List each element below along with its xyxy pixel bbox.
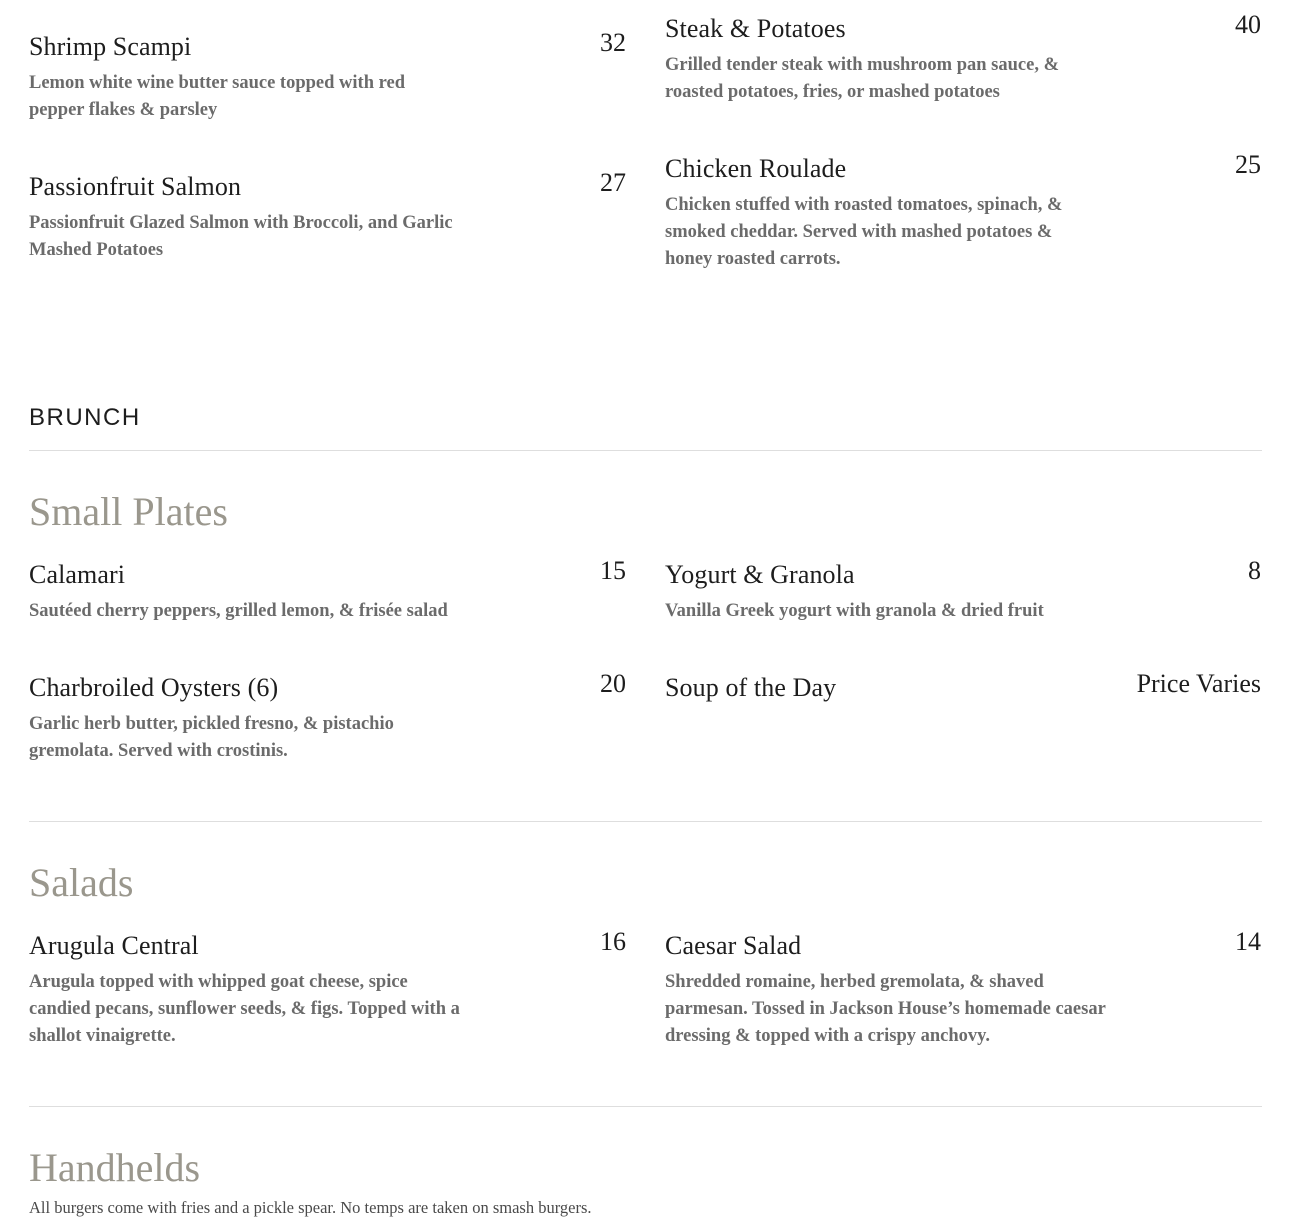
menu-item-description: Garlic herb butter, pickled fresno, & pistachio gremolata. Served with crostinis. (29, 714, 394, 761)
menu-item-price: 14 (1235, 927, 1261, 956)
menu-item-price: 32 (600, 28, 626, 57)
menu-item-name: Yogurt & Granola (665, 560, 855, 589)
menu-item-name: Chicken Roulade (665, 154, 847, 183)
section-note-handhelds: All burgers come with fries and a pickle spear. No temps are taken on smash burgers. (29, 1198, 592, 1217)
menu-item-price: Price Varies (1136, 669, 1261, 698)
menu-item-price: 40 (1235, 10, 1261, 39)
menu-item-description: Arugula topped with whipped goat cheese, spice candied pecans, sunflower seeds, & figs. Topped with a shallot vinaigrette. (29, 972, 460, 1046)
menu-item-name: Shrimp Scampi (29, 32, 192, 61)
section-divider (29, 450, 1262, 451)
section-title-small-plates: Small Plates (29, 489, 228, 534)
menu-heading-brunch: BRUNCH (29, 404, 141, 431)
menu-item-price: 27 (600, 168, 626, 197)
menu-item-description: Vanilla Greek yogurt with granola & dried fruit (665, 601, 1044, 621)
menu-item-description: Shredded romaine, herbed gremolata, & shaved parmesan. Tossed in Jackson House’s homemade caesar dressing & topped with a crispy anchovy. (665, 972, 1106, 1046)
menu-item-price: 15 (600, 556, 626, 585)
menu-item-name: Steak & Potatoes (665, 14, 846, 43)
section-title-handhelds: Handhelds (29, 1145, 201, 1190)
menu-item-price: 25 (1235, 150, 1261, 179)
section-divider (29, 1106, 1262, 1107)
menu-item-description: Lemon white wine butter sauce topped with red pepper flakes & parsley (29, 73, 405, 120)
menu-item-price: 20 (600, 669, 626, 698)
menu-item-name: Passionfruit Salmon (29, 172, 242, 201)
menu-item-description: Grilled tender steak with mushroom pan sauce, & roasted potatoes, fries, or mashed potatoes (665, 55, 1059, 102)
menu-item-name: Caesar Salad (665, 931, 802, 960)
menu-item-name: Calamari (29, 560, 126, 589)
section-title-salads: Salads (29, 860, 134, 905)
menu-item-price: 16 (600, 927, 626, 956)
menu-item-description: Passionfruit Glazed Salmon with Broccoli, and Garlic Mashed Potatoes (29, 213, 453, 260)
menu-item-description: Chicken stuffed with roasted tomatoes, spinach, & smoked cheddar. Served with mashed potatoes & honey roasted carrots. (665, 195, 1063, 269)
menu-item-name: Charbroiled Oysters (6) (29, 673, 279, 702)
menu-item-price: 8 (1248, 556, 1261, 585)
menu-item-name: Soup of the Day (665, 673, 837, 702)
menu-item-name: Arugula Central (29, 931, 199, 960)
menu-item-description: Sautéed cherry peppers, grilled lemon, & frisée salad (29, 601, 448, 621)
section-divider (29, 821, 1262, 822)
